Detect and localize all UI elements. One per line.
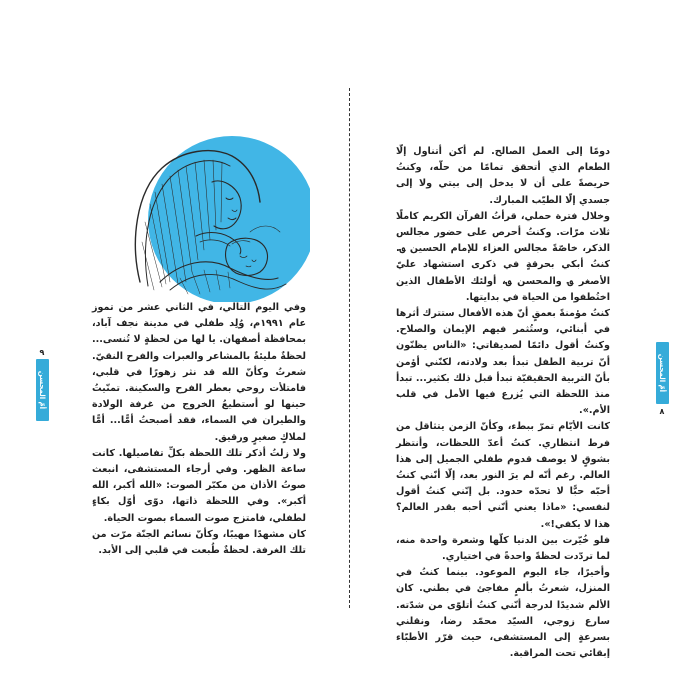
right-paragraph: كانت الأيّام تمرّ ببطء، وكأنّ الزمن يتثاقل من فرط انتظاري. كنتُ أعدّ اللحظات، وأنتظر بشوقٍ لا يوصف قدوم طفلي الجميل إلى هذا العالم. رغم أنّه لم يرَ النور بعد، إلّا أنّني كنتُ أحبّه حبًّا لا تحدّه حدود. بل إنّني كنتُ أقول لنفسي: «ماذا يعني أنّني أحبه بقدر العالم؟ هذا لا يكفي!». [396,421,610,530]
right-paragraph: كنتُ مؤمنةً بعمقٍ أنّ هذه الأفعال ستترك أثرها في أبنائي، وستُثمر فيهم الإيمان والصلاح. وكنتُ أقول دائمًا لصديقاتي: «الناس يظنّون أنّ تربية الطفل تبدأ بعد ولادته، لكنّني أؤمن بأنّ التربية الحقيقيّة تبدأ قبل ذلك بكثير... تبدأ منذ اللحظة التي يُزرع فيها الأمل في قلب الأم.». [396,308,610,417]
right-page-body [396,144,610,663]
left-paragraph: وفي اليوم التالي، في الثاني عشر من تموز عام ١٩٩١م، وُلِد طفلي في مدينة نجف آباد، بمحافظة أصفهان. يا لها من لحظةٍ لا تُنسى... لحظةٌ مليئةٌ بالمشاعر والعبرات والفرح النقيّ. شعرتُ وكأنّ الله قد نثر زهورًا في قلبي، فامتلأت روحي بعطر الفرح والسكينة. تمنّيتُ حينها لو أستطيعُ الخروج من غرفة الولادة والطيران في السماء، فقد أصبحتُ أمًّا... أمًّا لملاكٍ صغيرٍ ورقيق. [92,302,307,443]
left-page-number: ٩ [39,348,45,357]
right-page-margin-tab [655,342,669,418]
right-paragraph: فلو خُيّرت بين الدنيا كلّها وشعرة واحدة منه، لما تردّدت لحظةً واحدةً في اختياري. [396,534,610,563]
book-title-label: أمّ المحسن [658,353,666,393]
left-paragraph: ولا زلتُ أذكر تلك اللحظة بكلِّ تفاصيلها. كانت ساعة الظهر. وفي أرجاء المستشفى، انبعث صوتُ الأذان من مكبّر الصوت: «الله أكبر، الله أكبر». وفي اللحظة ذاتها، دوّى أوّل بكاءٍ لطفلي، فامتزج صوت السماء بصوت الحياة. [92,447,306,524]
left-page-margin-tab [35,348,49,421]
book-title-tab [656,342,669,404]
right-paragraph: وخلال فترة حملي، قرأتُ القرآن الكريم كاملًا ثلاث مرّات. وكنتُ أحرص على حضور مجالس الذكر، خاصّةً مجالس العزاء للإمام الحسين ؈. كنتُ أبكي بحرقةٍ في ذكرى استشهاد عليّ الأصغر ؈ والمحسن ؈، أولئك الأطفال الذين اختُطفوا من الحياة في بدايتها. [396,210,610,303]
left-page-body [92,300,306,559]
right-page-number: ٨ [659,407,665,416]
right-paragraph: دومًا إلى العمل الصالح. لم أكن أتناول إلّا الطعام الذي أتحقق تمامًا من حلّه، وكنتُ حريصةً على أن لا يدخل إلى بيتي ولا إلى جسدي إلّا الطيّب المبارك. [396,146,610,206]
book-title-tab [36,359,49,421]
right-paragraph: وأخيرًا، جاء اليوم الموعود. بينما كنتُ في المنزل، شعرتُ بألمٍ مفاجئ في بطني. كان الألم شديدًا لدرجة أنّني كنتُ أتلوّى من شدّته. سارع زوجي، السيّد محمّد رضا، ونقلني بسرعةٍ إلى المستشفى، حيث قرّر الأطبّاء إبقائي تحت المراقبة. [396,567,610,660]
mother-baby-illustration [100,132,310,302]
left-paragraph: كان مشهدًا مهيبًا، وكأنّ نسائم الجنّة مرّت من تلك الغرفة. لحظةٌ طُبعت في قلبي إلى الأبد. [92,528,306,557]
book-title-label: أمّ المحسن [38,370,46,410]
